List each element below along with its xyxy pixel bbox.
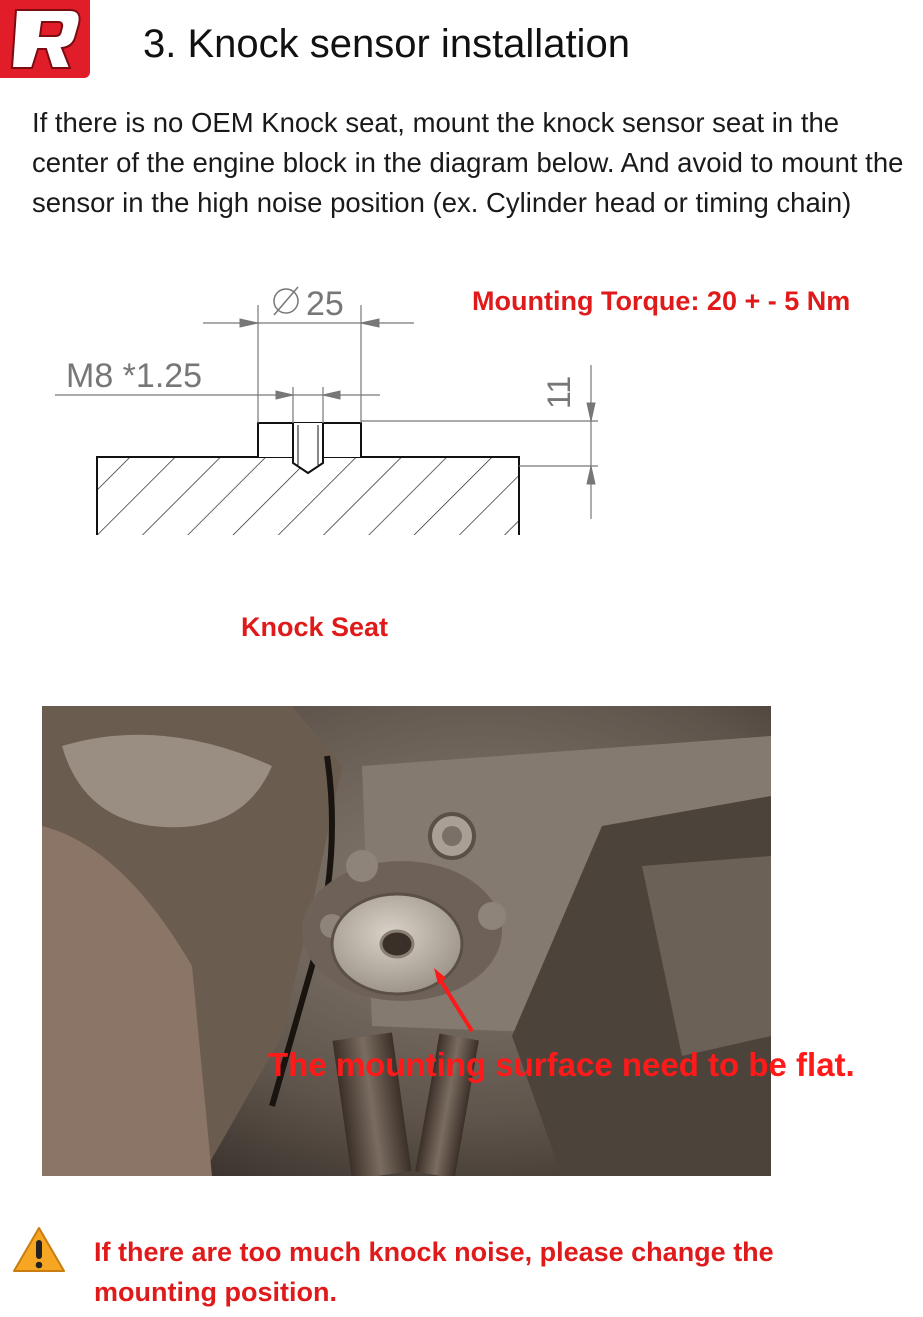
height-label: 11 xyxy=(541,375,577,409)
engine-photo-image xyxy=(42,706,771,1176)
diameter-label: 25 xyxy=(306,285,344,323)
logo-r-icon xyxy=(0,0,90,78)
intro-paragraph: If there is no OEM Knock seat, mount the knock sensor seat in the center of the engine block in the diagram below. And avoid to mount the sensor in the high noise position (ex. Cylinder head or timing chain) xyxy=(32,107,904,218)
knock-seat-caption: Knock Seat xyxy=(241,612,389,642)
page-title: 3. Knock sensor installation xyxy=(143,22,630,66)
seat-block xyxy=(97,423,519,535)
engine-photo xyxy=(42,706,771,1176)
warning-icon xyxy=(11,1225,67,1275)
knock-noise-warning: If there are too much knock noise, please change the mounting position. xyxy=(94,1237,774,1307)
thread-label: M8 *1.25 xyxy=(66,357,203,395)
mounting-torque-note: Mounting Torque: 20 + - 5 Nm xyxy=(472,286,851,316)
knock-seat-diagram xyxy=(40,275,620,535)
brand-logo xyxy=(0,0,90,78)
flat-surface-caption: The mounting surface need to be flat. xyxy=(268,1046,855,1083)
